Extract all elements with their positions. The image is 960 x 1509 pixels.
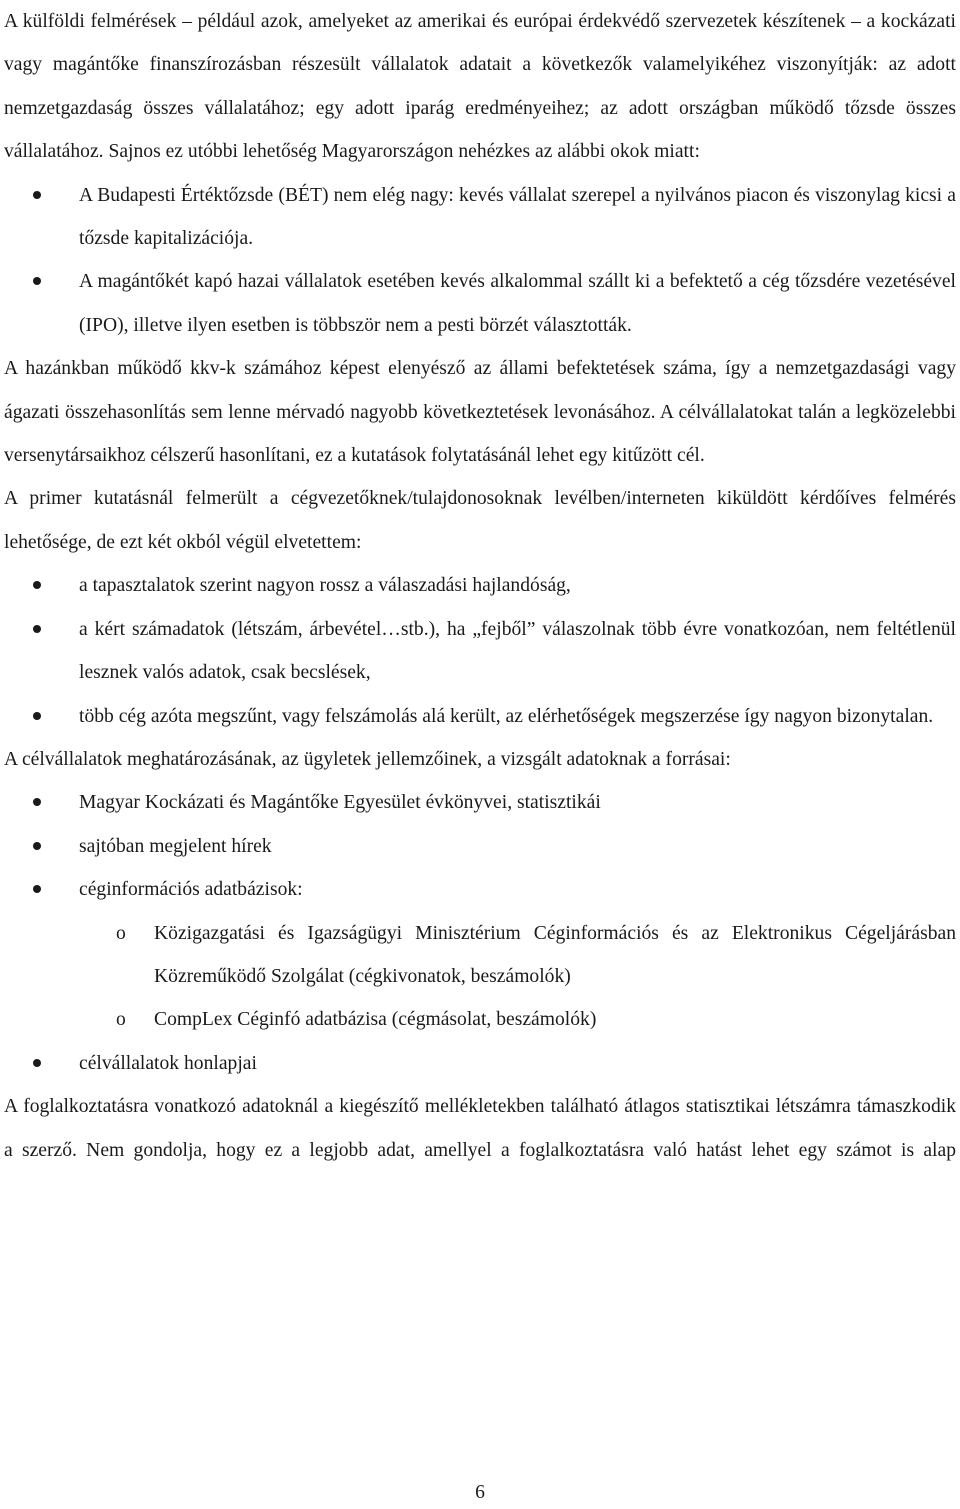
list-item-text: a kért számadatok (létszám, árbevétel…stb.), ha „fejből” válaszolnak több évre vonatkozóan, nem feltétlenül lesznek valós adatok, csak becslések, — [79, 618, 956, 684]
bullet-icon — [33, 625, 41, 633]
list-item-text: célvállalatok honlapjai — [79, 1052, 257, 1074]
list-item — [4, 608, 956, 695]
list-item-text: Magyar Kockázati és Magántőke Egyesület évkönyvei, statisztikái — [79, 792, 601, 814]
paragraph-comparison: A hazánkban működő kkv-k számához képest elenyésző az állami befektetések száma, így a nemzetgazdasági vagy ágazati összehasonlítás sem lenne mérvadó nagyobb következtetések levonásához. A célvállalatokat talán a legközelebbi versenytársaikhoz célszerű hasonlítani, ez a kutatások folytatásánál lehet egy kitűzött cél. — [4, 358, 956, 467]
list-item — [4, 825, 956, 868]
bullet-icon — [33, 277, 41, 285]
bullet-icon — [33, 842, 41, 850]
list-item — [4, 695, 956, 738]
bullet-list-sources — [4, 781, 956, 1085]
page-number: 6 — [475, 1482, 485, 1503]
list-item — [4, 564, 956, 607]
paragraph-sources: A célvállalatok meghatározásának, az ügyletek jellemzőinek, a vizsgált adatoknak a forrásai: — [4, 748, 731, 770]
bullet-icon — [33, 581, 41, 589]
list-item — [4, 260, 956, 347]
sub-list-item — [4, 998, 956, 1041]
sub-list-databases — [79, 912, 956, 1042]
sub-list-item-text: Közigazgatási és Igazságügyi Minisztérium Céginformációs és az Elektronikus Cégeljárásban Közreműködő Szolgálat (cégkivonatok, beszámolók) — [154, 922, 956, 987]
bullet-icon — [33, 1059, 41, 1067]
bullet-icon — [33, 798, 41, 806]
list-item-text: sajtóban megjelent hírek — [79, 835, 272, 857]
sub-list-item — [4, 912, 956, 999]
bullet-list-rejection-reasons — [4, 564, 956, 738]
list-item-text: céginformációs adatbázisok: — [79, 879, 303, 901]
sub-bullet-marker: o — [116, 1009, 126, 1031]
bullet-icon — [33, 885, 41, 893]
list-item — [4, 781, 956, 824]
list-item — [4, 174, 956, 261]
document-page — [4, 0, 956, 1172]
paragraph-employment: A foglalkoztatásra vonatkozó adatoknál a kiegészítő mellékletekben található átlagos statisztikai létszámra támaszkodik a szerző. Nem gondolja, hogy ez a legjobb adat, amellyel a foglalkoztatásra való hatást lehet egy számot is alap — [4, 1096, 956, 1161]
sub-list-item-text: CompLex Céginfó adatbázisa (cégmásolat, beszámolók) — [154, 1009, 597, 1031]
paragraph-intro: A külföldi felmérések – például azok, amelyeket az amerikai és európai érdekvédő szervezetek készítenek – a kockázati vagy magántőke finanszírozásban részesült vállalatok adatait a következők valamelyikéhez viszonyítják: az adott nemzetgazdaság összes vállalatához; egy adott iparág eredményeihez; az adott országban működő tőzsde összes vállalatához. Sajnos ez utóbbi lehetőség Magyarországon nehézkes az alábbi okok miatt: — [4, 11, 956, 163]
list-item-text: több cég azóta megszűnt, vagy felszámolás alá került, az elérhetőségek megszerzése így nagyon bizonytalan. — [79, 705, 934, 727]
bullet-list-reasons — [4, 174, 956, 348]
list-item-text: a tapasztalatok szerint nagyon rossz a válaszadási hajlandóság, — [79, 575, 571, 597]
bullet-icon — [33, 191, 41, 199]
list-item — [4, 868, 956, 1042]
list-item — [4, 1042, 956, 1085]
bullet-icon — [33, 712, 41, 720]
list-item-text: A magántőkét kapó hazai vállalatok esetében kevés alkalommal szállt ki a befektető a cég tőzsdére vezetésével (IPO), illetve ilyen esetben is többször nem a pesti börzét választották. — [79, 271, 956, 336]
sub-bullet-marker: o — [116, 922, 126, 944]
paragraph-primary-research: A primer kutatásnál felmerült a cégvezetőknek/tulajdonosoknak levélben/interneten kiküldött kérdőíves felmérés lehetősége, de ezt két okból végül elvetettem: — [4, 488, 956, 553]
list-item-text: A Budapesti Értéktőzsde (BÉT) nem elég nagy: kevés vállalat szerepel a nyilvános piacon és viszonylag kicsi a tőzsde kapitalizációja. — [79, 184, 956, 250]
